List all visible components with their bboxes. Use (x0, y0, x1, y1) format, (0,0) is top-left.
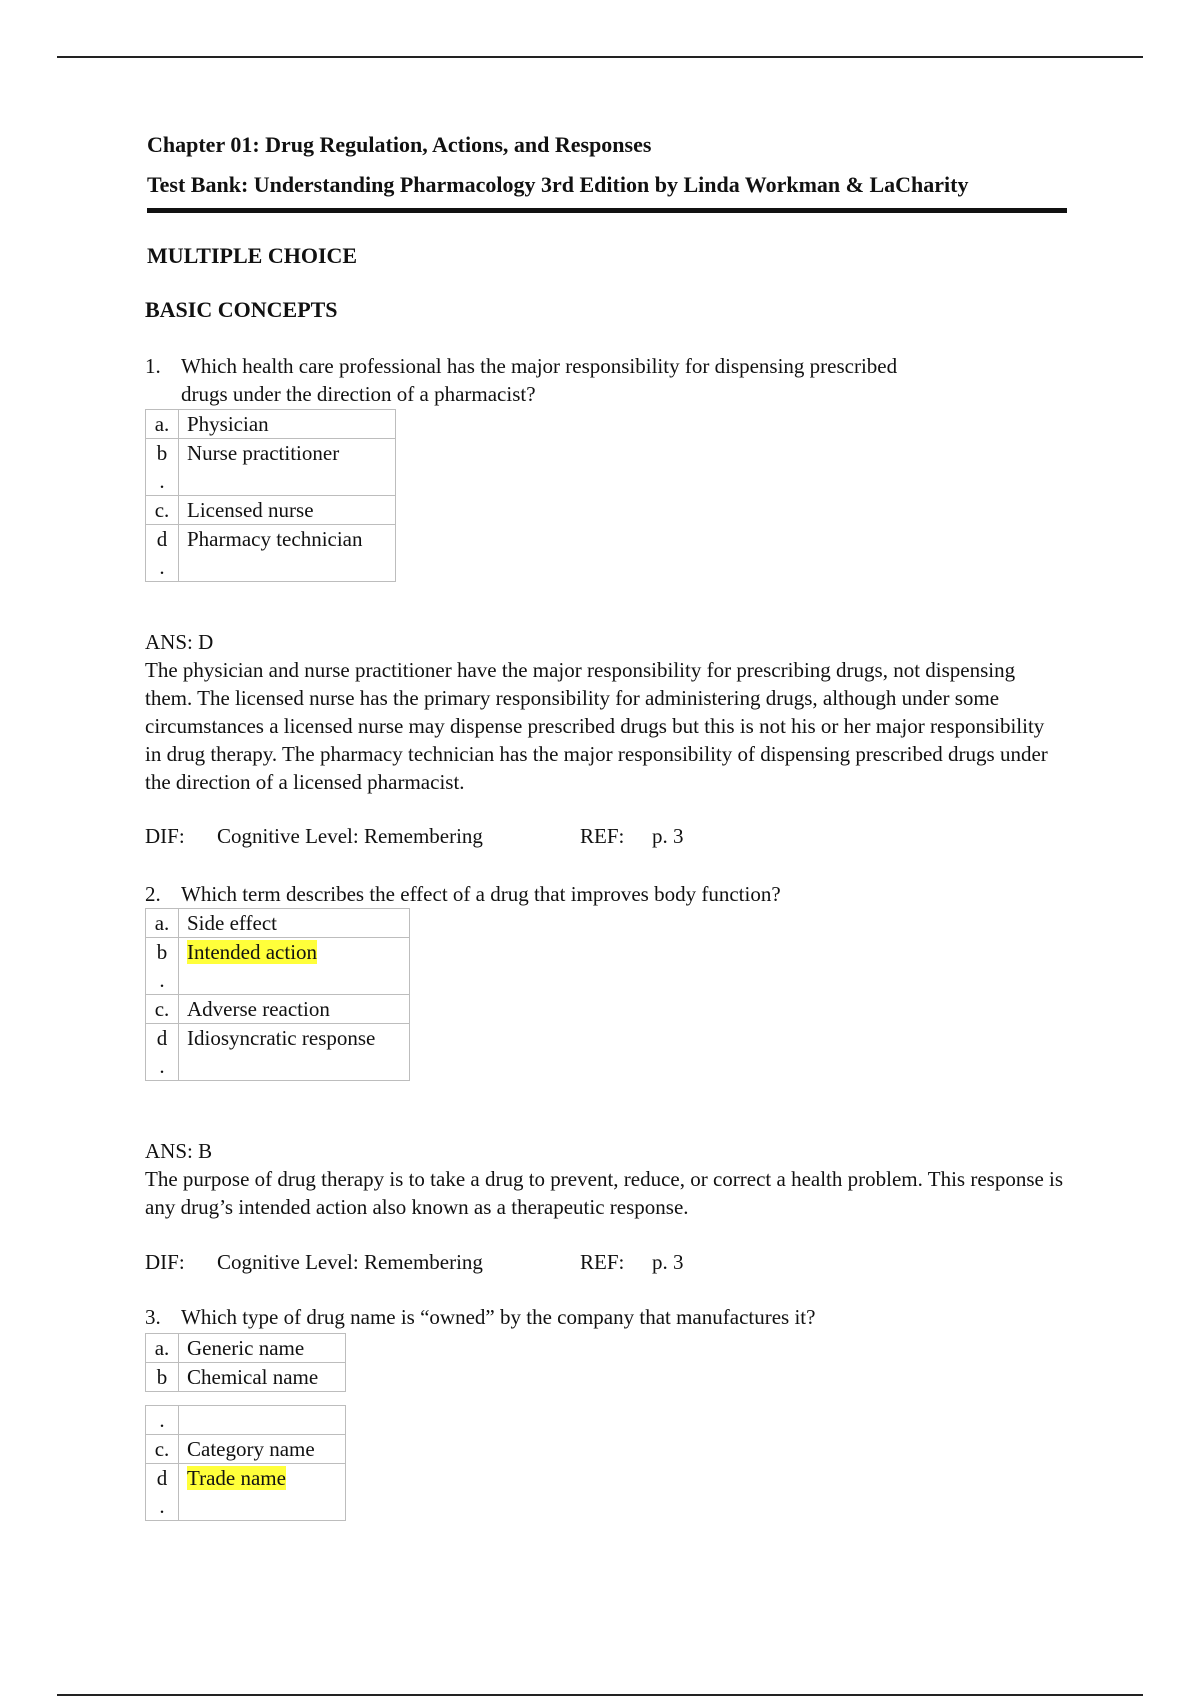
option-row (146, 1363, 346, 1392)
question-number: 2. (145, 882, 161, 906)
option-text-highlighted: Intended action (187, 940, 318, 964)
header-rule (147, 208, 1067, 213)
subsection-heading: BASIC CONCEPTS (145, 297, 338, 322)
option-text-highlighted: Trade name (187, 1466, 286, 1490)
option-row (146, 938, 410, 995)
option-letter: c. (154, 1437, 170, 1461)
book-title: Test Bank: Understanding Pharmacology 3rd Edition by Linda Workman & LaCharity (147, 172, 969, 197)
answer: ANS: D (145, 630, 214, 654)
option-letter: . (159, 1408, 165, 1432)
ref-label: REF: (580, 824, 625, 848)
option-text: Physician (187, 412, 269, 436)
option-text: Side effect (187, 911, 277, 935)
ref-value: p. 3 (652, 824, 684, 848)
question-number: 1. (145, 354, 161, 378)
top-rule (57, 56, 1143, 58)
option-letter-dot: . (159, 469, 165, 493)
option-letter: d (156, 1466, 168, 1490)
dif-value: Cognitive Level: Remembering (217, 824, 483, 848)
option-letter: a. (154, 911, 170, 935)
option-row (146, 909, 410, 938)
option-row (146, 995, 410, 1024)
option-row (146, 525, 396, 582)
option-letter-dot: . (159, 968, 165, 992)
option-row (146, 1464, 346, 1521)
option-letter: b (156, 441, 168, 465)
option-row (146, 1334, 346, 1363)
question-stem: Which type of drug name is “owned” by the company that manufactures it? (181, 1305, 816, 1329)
option-text: Chemical name (187, 1365, 319, 1389)
chapter-title: Chapter 01: Drug Regulation, Actions, and Responses (147, 132, 652, 157)
option-letter-dot: . (159, 1054, 165, 1078)
option-text: Nurse practitioner (187, 441, 340, 465)
dif-label: DIF: (145, 824, 185, 848)
option-row (146, 1435, 346, 1464)
option-text: Idiosyncratic response (187, 1026, 376, 1050)
rationale: The physician and nurse practitioner have the major responsibility for prescribing drugs, not dispensing them. The licensed nurse has the primary responsibility for administering drugs, although under some circumstances a licensed nurse may dispense prescribed drugs but this is not his or her major responsibility in drug therapy. The pharmacy technician has the major responsibility of dispensing prescribed drugs under the direction of a licensed pharmacist. (145, 658, 1048, 794)
rationale: The purpose of drug therapy is to take a drug to prevent, reduce, or correct a health problem. This response is any drug’s intended action also known as a therapeutic response. (145, 1167, 1064, 1219)
option-text: Pharmacy technician (187, 527, 363, 551)
option-letter: c. (154, 997, 170, 1021)
options-table-q3b (145, 1405, 346, 1521)
option-row (146, 410, 396, 439)
question-stem: Which term describes the effect of a drug that improves body function? (181, 882, 781, 906)
question-number: 3. (145, 1305, 161, 1329)
option-letter: b (156, 940, 168, 964)
option-letter: b (156, 1365, 168, 1389)
bottom-rule (57, 1694, 1143, 1696)
option-text: Category name (187, 1437, 315, 1461)
option-letter: a. (154, 1336, 170, 1360)
option-letter: d (156, 1026, 168, 1050)
question-stem-cont: drugs under the direction of a pharmacist? (181, 382, 536, 406)
option-letter: a. (154, 412, 170, 436)
options-table-q3a (145, 1333, 346, 1392)
option-letter-dot: . (159, 1494, 165, 1518)
dif-value: Cognitive Level: Remembering (217, 1250, 483, 1274)
question-stem: Which health care professional has the major responsibility for dispensing prescribed (181, 354, 898, 378)
options-table-q1 (145, 409, 396, 582)
option-row (146, 1406, 346, 1435)
option-row (146, 439, 396, 496)
answer: ANS: B (145, 1139, 213, 1163)
section-heading: MULTIPLE CHOICE (147, 243, 358, 268)
option-text: Generic name (187, 1336, 305, 1360)
option-letter: c. (154, 498, 170, 522)
dif-label: DIF: (145, 1250, 185, 1274)
option-letter: d (156, 527, 168, 551)
option-row (146, 496, 396, 525)
option-text: Adverse reaction (187, 997, 330, 1021)
options-table-q2 (145, 908, 410, 1081)
option-row (146, 1024, 410, 1081)
option-letter-dot: . (159, 555, 165, 579)
ref-value: p. 3 (652, 1250, 684, 1274)
option-text: Licensed nurse (187, 498, 314, 522)
ref-label: REF: (580, 1250, 625, 1274)
